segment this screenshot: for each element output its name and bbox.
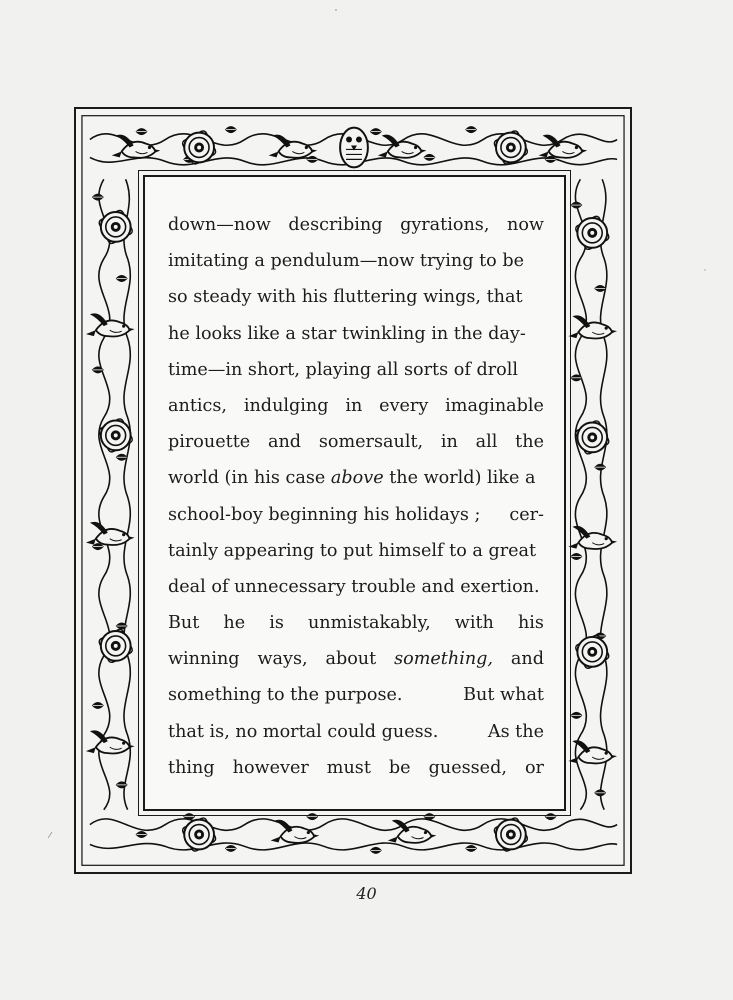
text-line-1: down—now describing gyrations, now (168, 215, 544, 235)
page-number: 40 (356, 884, 377, 903)
text-line-13: winning ways, about something, and (168, 641, 544, 677)
text-line-12: But he is unmistakably, with his (168, 613, 544, 634)
owl-icon (340, 128, 368, 168)
text-line-7: pirouette and somersault, in all the (168, 432, 544, 453)
italic-word-above: above (330, 468, 384, 489)
text-line-11: deal of unnecessary trouble and exertion. (168, 576, 540, 597)
vine-left (99, 179, 130, 809)
text-line-3: so steady with his fluttering wings, that (168, 287, 523, 308)
text-line-9: school-boy beginning his holidays ; cer- (168, 504, 544, 525)
text-line-5: time—in short, playing all sorts of droll (168, 359, 518, 380)
body-text (168, 207, 544, 786)
italic-word-something: something, (394, 649, 494, 670)
text-line-4: he looks like a star twinkling in the day- (168, 323, 526, 344)
text-line-16: thing however must be guessed, or (168, 757, 544, 778)
text-line-6: antics, indulging in every imaginable (168, 395, 544, 416)
vine-bottom (90, 819, 617, 850)
text-line-14: something to the purpose. But what (168, 685, 544, 706)
text-line-2: imitating a pendulum—now trying to be (168, 251, 525, 272)
text-line-8: world (in his case above the world) like a (168, 460, 544, 496)
text-line-15: that is, no mortal could guess. As the (168, 721, 544, 742)
text-line-10: tainly appearing to put himself to a great (168, 540, 537, 561)
